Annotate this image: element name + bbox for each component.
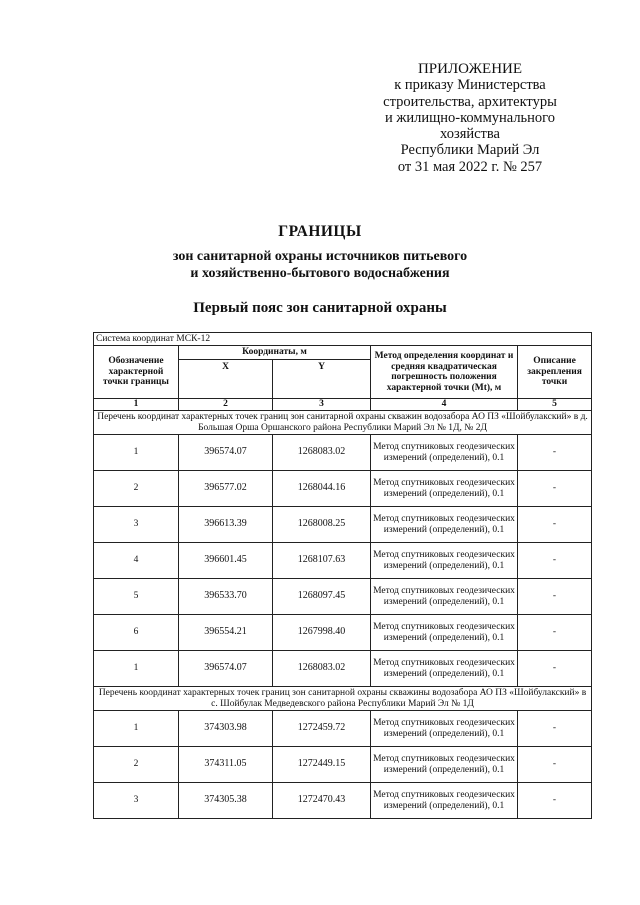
method-cell: Метод спутниковых геодезических измерений (определений), 0.1: [371, 507, 518, 543]
point-cell: 2: [94, 471, 179, 507]
appendix-line: строительства, архитектуры: [383, 93, 557, 110]
x-cell: 396577.02: [179, 471, 273, 507]
point-cell: 4: [94, 543, 179, 579]
document-title: ГРАНИЦЫ: [278, 223, 362, 240]
x-cell: 396554.21: [179, 615, 273, 651]
y-cell: 1268083.02: [273, 435, 371, 471]
appendix-line: хозяйства: [440, 126, 500, 143]
y-cell: 1272459.72: [273, 711, 371, 747]
column-number: 4: [371, 399, 518, 411]
method-cell: Метод спутниковых геодезических измерений (определений), 0.1: [371, 783, 518, 819]
desc-cell: -: [518, 783, 592, 819]
desc-cell: -: [518, 435, 592, 471]
x-cell: 374305.38: [179, 783, 273, 819]
table-row: [94, 471, 592, 507]
y-cell: 1272470.43: [273, 783, 371, 819]
x-cell: 374303.98: [179, 711, 273, 747]
appendix-block: [360, 61, 580, 175]
x-cell: 396574.07: [179, 651, 273, 687]
y-cell: 1267998.40: [273, 615, 371, 651]
x-cell: 374311.05: [179, 747, 273, 783]
table-row: [94, 783, 592, 819]
column-number: 1: [94, 399, 179, 411]
column-number-row: [94, 399, 592, 411]
point-cell: 3: [94, 783, 179, 819]
subtitle-line-2: и хозяйственно-бытового водоснабжения: [190, 266, 450, 281]
section-heading: Перечень координат характерных точек границ зон санитарной охраны скважин водозабора АО ПЗ «Шойбулакский» в д. Большая Орша Оршанского района Республики Марий Эл № 1Д, № 2Д: [94, 411, 592, 435]
zone-heading: Первый пояс зон санитарной охраны: [193, 300, 447, 316]
x-cell: 396574.07: [179, 435, 273, 471]
header-desc: Описание закрепления точки: [518, 346, 592, 399]
point-cell: 1: [94, 435, 179, 471]
table-row: [94, 711, 592, 747]
desc-cell: -: [518, 579, 592, 615]
appendix-line: Республики Марий Эл: [400, 142, 540, 159]
header-point: Обозначение характерной точки границы: [94, 346, 179, 399]
appendix-line: от 31 мая 2022 г. № 257: [397, 158, 543, 175]
desc-cell: -: [518, 543, 592, 579]
method-cell: Метод спутниковых геодезических измерений (определений), 0.1: [371, 747, 518, 783]
method-cell: Метод спутниковых геодезических измерений (определений), 0.1: [371, 651, 518, 687]
section-heading: Перечень координат характерных точек границ зон санитарной охраны скважины водозабора АО ПЗ «Шойбулакский» в с. Шойбулак Медведевского района Республики Марий Эл № 1Д: [94, 687, 592, 711]
appendix-line: ПРИЛОЖЕНИЕ: [417, 61, 523, 77]
desc-cell: -: [518, 615, 592, 651]
table-row: [94, 543, 592, 579]
point-cell: 1: [94, 711, 179, 747]
y-cell: 1268044.16: [273, 471, 371, 507]
coordinate-system-row: [94, 333, 592, 346]
appendix-line: к приказу Министерства: [394, 77, 546, 94]
y-cell: 1272449.15: [273, 747, 371, 783]
method-cell: Метод спутниковых геодезических измерений (определений), 0.1: [371, 615, 518, 651]
table-row: [94, 651, 592, 687]
column-number: 5: [518, 399, 592, 411]
table-row: [94, 507, 592, 543]
point-cell: 2: [94, 747, 179, 783]
table-row: [94, 747, 592, 783]
section-row: [94, 687, 592, 711]
x-cell: 396533.70: [179, 579, 273, 615]
method-cell: Метод спутниковых геодезических измерений (определений), 0.1: [371, 579, 518, 615]
y-cell: 1268083.02: [273, 651, 371, 687]
desc-cell: -: [518, 651, 592, 687]
method-cell: Метод спутниковых геодезических измерений (определений), 0.1: [371, 711, 518, 747]
section-row: [94, 411, 592, 435]
column-number: 3: [273, 399, 371, 411]
coordinate-system: Система координат МСК-12: [94, 333, 592, 346]
point-cell: 3: [94, 507, 179, 543]
desc-cell: -: [518, 471, 592, 507]
method-cell: Метод спутниковых геодезических измерений (определений), 0.1: [371, 543, 518, 579]
method-cell: Метод спутниковых геодезических измерений (определений), 0.1: [371, 435, 518, 471]
point-cell: 1: [94, 651, 179, 687]
subtitle-line-1: зон санитарной охраны источников питьевого: [172, 249, 468, 264]
desc-cell: -: [518, 711, 592, 747]
desc-cell: -: [518, 747, 592, 783]
table-row: [94, 579, 592, 615]
header-x: X: [179, 360, 273, 399]
x-cell: 396601.45: [179, 543, 273, 579]
header-y: Y: [273, 360, 371, 399]
y-cell: 1268097.45: [273, 579, 371, 615]
point-cell: 6: [94, 615, 179, 651]
x-cell: 396613.39: [179, 507, 273, 543]
table-row: [94, 435, 592, 471]
desc-cell: -: [518, 507, 592, 543]
document-subtitle: [0, 248, 640, 282]
header-method: Метод определения координат и средняя квадратическая погрешность положения характерной точки (Mt), м: [371, 346, 518, 399]
coordinates-table: [93, 332, 592, 819]
column-number: 2: [179, 399, 273, 411]
method-cell: Метод спутниковых геодезических измерений (определений), 0.1: [371, 471, 518, 507]
y-cell: 1268107.63: [273, 543, 371, 579]
header-row: [94, 346, 592, 360]
y-cell: 1268008.25: [273, 507, 371, 543]
header-coords: Координаты, м: [179, 346, 371, 360]
appendix-line: и жилищно-коммунального: [384, 109, 556, 126]
point-cell: 5: [94, 579, 179, 615]
table-row: [94, 615, 592, 651]
